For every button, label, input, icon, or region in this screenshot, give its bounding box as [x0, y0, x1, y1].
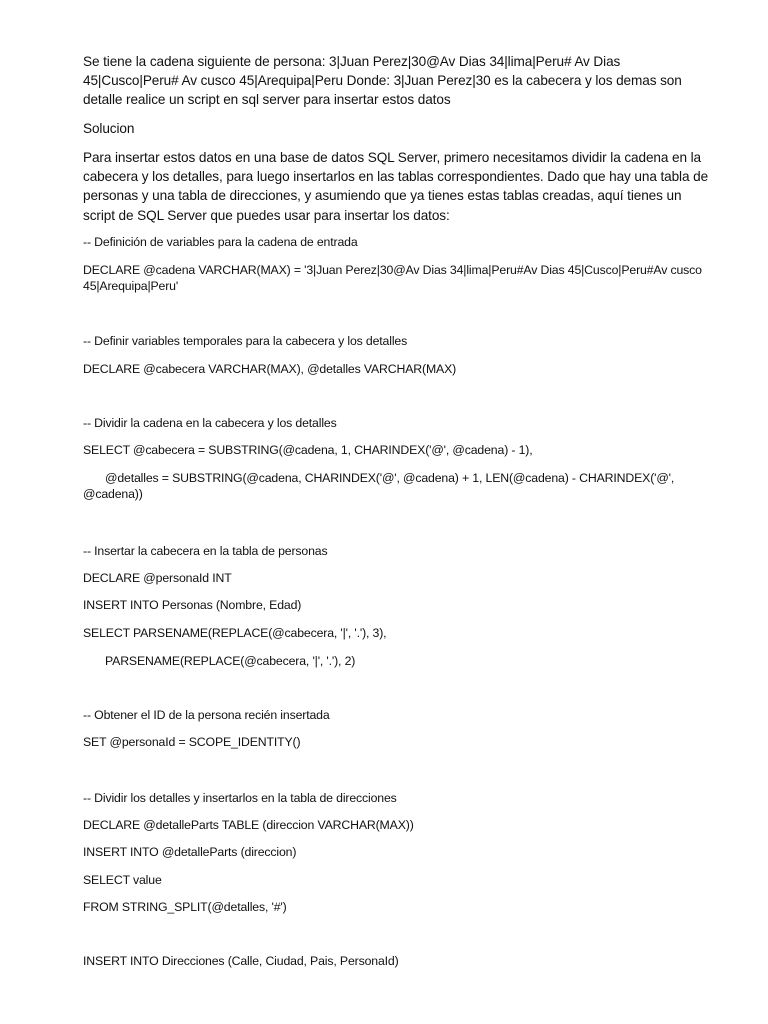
solution-intro: Para insertar estos datos en una base de datos SQL Server, primero necesitamos dividir la cadena en la cabecera y los detalles, para luego insertarlos en las tablas correspondientes. Dado que hay una tabla de personas y una tabla de direcciones, y asumiendo que ya tienes estas tablas creadas, aquí tienes un script de SQL Server que puedes usar para insertar los datos: — [83, 150, 712, 223]
code-line: DECLARE @cadena VARCHAR(MAX) = '3|Juan Perez|30@Av Dias 34|lima|Peru#Av Dias 45|Cusco|Peru#Av cusco 45|Arequipa|Peru' — [83, 263, 706, 293]
code-line: FROM STRING_SPLIT(@detalles, '#') — [83, 900, 287, 914]
code-comment: -- Insertar la cabecera en la tabla de personas — [83, 544, 328, 558]
code-line: INSERT INTO Personas (Nombre, Edad) — [83, 598, 302, 612]
code-line: PARSENAME(REPLACE(@cabecera, '|', '.'), 2) — [105, 654, 356, 668]
code-line: SELECT PARSENAME(REPLACE(@cabecera, '|', '.'), 3), — [83, 626, 387, 640]
code-comment: -- Obtener el ID de la persona recién insertada — [83, 708, 330, 722]
code-line: SET @personaId = SCOPE_IDENTITY() — [83, 735, 301, 749]
code-line: DECLARE @cabecera VARCHAR(MAX), @detalles VARCHAR(MAX) — [83, 362, 457, 376]
code-line: @detalles = SUBSTRING(@cadena, CHARINDEX('@', @cadena) + 1, LEN(@cadena) - CHARINDEX('@', @cadena)) — [83, 471, 678, 501]
code-line: INSERT INTO Direcciones (Calle, Ciudad, Pais, PersonaId) — [83, 954, 399, 968]
problem-statement: Se tiene la cadena siguiente de persona: 3|Juan Perez|30@Av Dias 34|lima|Peru# Av Dias 45|Cusco|Peru# Av cusco 45|Arequipa|Peru Donde: 3|Juan Perez|30 es la cabecera y los demas son detalle realice un script en sql server para insertar estos datos — [83, 54, 686, 108]
code-comment: -- Dividir la cadena en la cabecera y los detalles — [83, 416, 337, 430]
solution-heading: Solucion — [83, 121, 135, 136]
code-comment: -- Dividir los detalles y insertarlos en la tabla de direcciones — [83, 791, 397, 805]
code-line: DECLARE @detalleParts TABLE (direccion VARCHAR(MAX)) — [83, 818, 414, 832]
code-line: INSERT INTO @detalleParts (direccion) — [83, 845, 297, 859]
code-line: SELECT @cabecera = SUBSTRING(@cadena, 1, CHARINDEX('@', @cadena) - 1), — [83, 443, 533, 457]
code-comment: -- Definir variables temporales para la cabecera y los detalles — [83, 334, 408, 348]
code-line: SELECT value — [83, 873, 162, 887]
code-line: DECLARE @personaId INT — [83, 571, 232, 585]
code-comment: -- Definición de variables para la cadena de entrada — [83, 235, 358, 249]
